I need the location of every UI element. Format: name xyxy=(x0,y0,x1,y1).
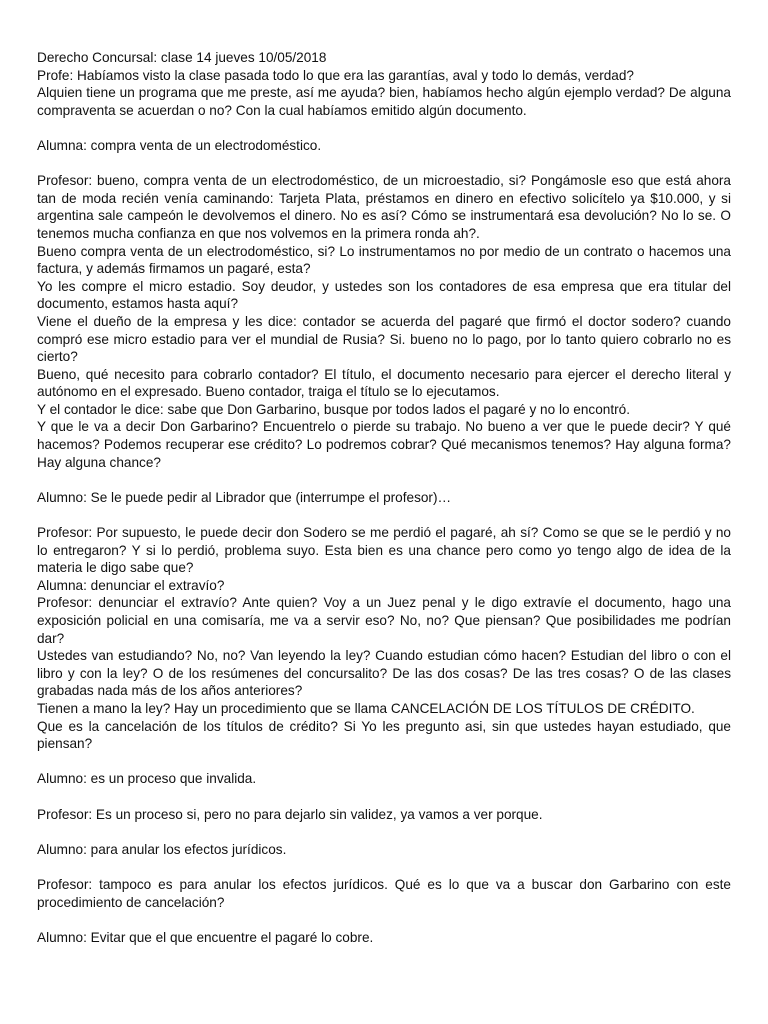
paragraph: Bueno, qué necesito para cobrarlo contador? El título, el documento necesario para ejercer el derecho literal y autónomo en el expresado. Bueno contador, traiga el título se lo ejecutamos. xyxy=(37,366,731,400)
paragraph: Alquien tiene un programa que me preste, así me ayuda? bien, habíamos hecho algún ejemplo verdad? De alguna compraventa se acuerdan o no? Con la cual habíamos emitido algún documento. xyxy=(37,85,731,118)
blank-line xyxy=(37,911,731,929)
paragraph: Viene el dueño de la empresa y les dice: contador se acuerda del pagaré que firmó el doctor sodero? cuando compró ese micro estadio para ver el mundial de Rusia? Si. bueno no lo pago, por lo tanto quiero cobrarlo no es cierto? xyxy=(37,313,731,365)
paragraph: Profesor: Es un proceso si, pero no para dejarlo sin validez, ya vamos a ver porque. xyxy=(37,806,543,822)
paragraph: Profesor: denunciar el extravío? Ante quien? Voy a un Juez penal y le digo extravíe el documento, hago una exposición policial en una comisaría, me va a servir eso? No, no? Que piensan? Que posibilidades me podrían dar? xyxy=(37,595,731,646)
paragraph: Bueno compra venta de un electrodoméstico, si? Lo instrumentamos no por medio de un contrato o hacemos una factura, y además firmamos un pagaré, esta? xyxy=(37,243,731,277)
paragraph: Yo les compre el micro estadio. Soy deudor, y ustedes son los contadores de esa empresa que era titular del documento, estamos hasta aquí? xyxy=(37,278,731,312)
paragraph: Alumno: Evitar que el que encuentre el pagaré lo cobre. xyxy=(37,929,374,945)
paragraph: Y el contador le dice: sabe que Don Garbarino, busque por todos lados el pagaré y no lo encontró. xyxy=(37,401,630,417)
paragraph: Tienen a mano la ley? Hay un procedimiento que se llama CANCELACIÓN DE LOS TÍTULOS DE CRÉDITO. xyxy=(37,700,695,716)
paragraph: Y que le va a decir Don Garbarino? Encuentrelo o pierde su trabajo. No bueno a ver que le puede decir? Y qué hacemos? Podemos recuperar ese crédito? Lo podremos cobrar? Qué mecanismos tenemos? Hay alguna forma? Hay alguna chance? xyxy=(37,419,731,470)
paragraph: Profesor: Por supuesto, le puede decir don Sodero se me perdió el pagaré, ah sí? Como se que se le perdió y no lo entregaron? Y si lo perdió, problema suyo. Esta bien es una chance pero como yo tengo algo de idea de la materia le digo sabe que? xyxy=(37,525,731,576)
blank-line xyxy=(37,823,731,841)
paragraph: Que es la cancelación de los títulos de crédito? Si Yo les pregunto asi, sin que ustedes hayan estudiado, que piensan? xyxy=(37,718,731,752)
blank-line xyxy=(37,155,731,173)
paragraph: Profesor: tampoco es para anular los efectos jurídicos. Qué es lo que va a buscar don Garbarino con este procedimiento de cancelación? xyxy=(37,876,731,910)
document-body xyxy=(37,49,731,946)
blank-line xyxy=(37,506,731,524)
paragraph: Alumno: para anular los efectos jurídicos. xyxy=(37,841,287,857)
paragraph: Profe: Habíamos visto la clase pasada todo lo que era las garantías, aval y todo lo demás, verdad? xyxy=(37,67,634,83)
blank-line xyxy=(37,753,731,771)
paragraph: Alumna: denunciar el extravío? xyxy=(37,577,225,593)
paragraph: Alumno: es un proceso que invalida. xyxy=(37,771,257,787)
blank-line xyxy=(37,788,731,806)
paragraph: Ustedes van estudiando? No, no? Van leyendo la ley? Cuando estudian cómo hacen? Estudian del libro o con el libro y con la ley? O de los resúmenes del concursalito? De las dos cosas? De las tres cosas? O de las clases grabadas nada más de los años anteriores? xyxy=(37,648,731,699)
paragraph: Alumno: Se le puede pedir al Librador que (interrumpe el profesor)… xyxy=(37,489,452,505)
blank-line xyxy=(37,471,731,489)
blank-line xyxy=(37,119,731,137)
document-title-line: Derecho Concursal: clase 14 jueves 10/05/2018 xyxy=(37,50,327,65)
blank-line xyxy=(37,858,731,876)
paragraph: Alumna: compra venta de un electrodoméstico. xyxy=(37,137,322,153)
paragraph: Profesor: bueno, compra venta de un electrodoméstico, de un microestadio, si? Pongámosle eso que está ahora tan de moda recién venía caminando: Tarjeta Plata, préstamos en dinero en efectivo solicítelo ya $10.000, y si argentina sale campeón le devolvemos el dinero. No es así? Cómo se instrumentará esa devolución? No lo se. O tenemos mucha confianza en que nos volvemos en la primera ronda ah?. xyxy=(37,173,731,241)
